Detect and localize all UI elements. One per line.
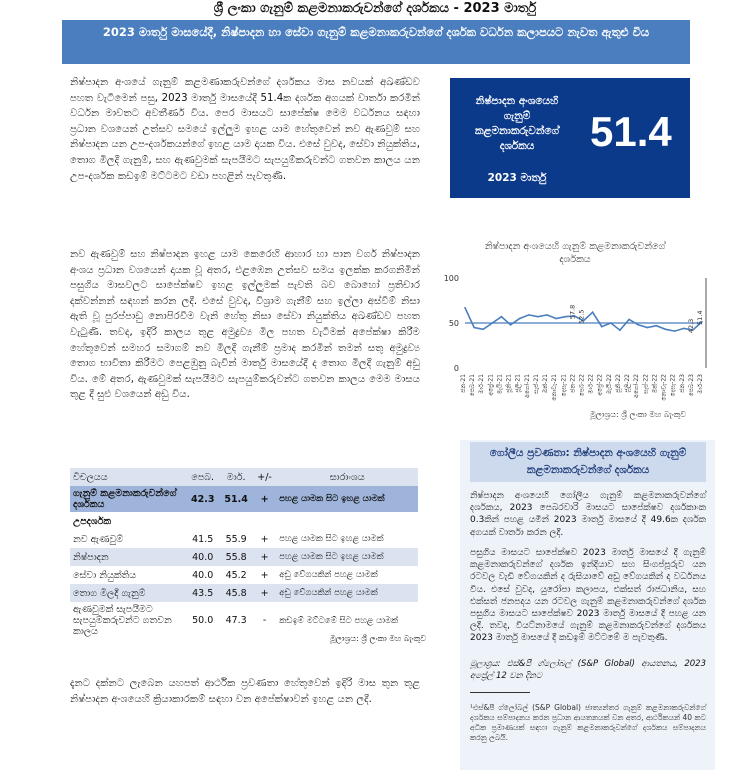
- data-point: [665, 329, 667, 331]
- row-name: නව ඇණවුම්: [73, 533, 124, 545]
- x-tick-label: අප්‍රේ-21: [487, 374, 495, 396]
- col-header-variable: විචලයය: [70, 468, 186, 486]
- x-tick-label: දෙසැ-21: [560, 374, 568, 397]
- data-point: [628, 319, 630, 321]
- col-header-feb: පෙබ.: [186, 468, 219, 486]
- data-point: [564, 316, 566, 318]
- x-tick-label: මාර්-21: [478, 374, 486, 394]
- row-feb: 43.5: [186, 584, 219, 602]
- row-summary: පහළ යාමක සිට ඉහළ යාමක්: [279, 534, 384, 544]
- intro-paragraph: නිෂ්පාදන අංශයේ ගැනුම් කළමණාකරුවන්ගේ දර්ශකය මාස නවයක් අඛණ්ඩව පහත වැටීමෙන් පසු, 2023 මාර්තු මාසයේදී 51.4ක දර්ශක අගයක් වාර්තා කරමින් වර්ධන මාවතට අවතීර්ණ විය. පෙර මාසයට සාපේක්ෂ මෙම වර්ධනය සඳහා ප්‍රධාන වශයෙන් උත්සව සමයේ ඉල්ලුම ඉහළ යාම හේතුවෙන් නව ඇණවුම් සහ නිෂ්පාදන යන උප-දර්ශකයන්ගේ ඉහළ යාම දායක විය. එසේ වුවද, සේවා නියුක්තිය, තොග මිලදී ගැනුම්, සහ ඇණවුමක් සැපයීමට සැපයුම්කරුවන්ට ගතවන කාලය යන උප-දර්ශක කඩඉම් මට්ටමට වඩා පහළින් පැවතුණි.: [70, 77, 420, 182]
- table-row: [70, 548, 418, 566]
- row-change: +: [253, 548, 276, 566]
- box-footnote: ¹එස්&පී ග්ලෝබල් (S&P Global) ජාත්‍යන්තර ගැනුම් කළමනාකරුවන්ගේ දර්ශකය සම්පාදනය කරන ප්‍රධාන ආයතනයක් වන අතර, ආර්ථිකයන් 40 කට අධික ප්‍රමාණයක් සඳහා ගැනුම් කළමනාකරුවන්ගේ දර්ශකය සම්පාදනය කරනු ලබයි.: [470, 703, 706, 742]
- data-label: 52.5: [577, 309, 586, 324]
- data-point: [647, 327, 649, 329]
- x-tick-label: ජූලි-22: [624, 374, 632, 393]
- pmi-table: [70, 468, 418, 639]
- x-tick-label: ඔක්-21: [542, 374, 550, 394]
- x-tick-label: සැප්-21: [532, 374, 540, 394]
- data-point: [656, 325, 658, 327]
- data-label: 51.4: [696, 310, 704, 325]
- x-tick-label: මැයි-22: [605, 374, 613, 395]
- x-tick-label: අගෝ-21: [523, 374, 531, 398]
- data-point: [464, 307, 466, 309]
- row-mar: 55.8: [219, 548, 252, 566]
- data-point: [546, 314, 548, 316]
- table-header-row: [70, 468, 418, 486]
- data-point: [674, 330, 676, 332]
- chart-source: මූලාශ්‍රය: ශ්‍රී ලංකා මහ බැංකුව: [590, 410, 687, 419]
- x-tick-label: නොවැ-21: [551, 374, 559, 401]
- row-name: නිෂ්පාදන: [70, 548, 186, 566]
- row-change: +: [260, 533, 269, 545]
- row-change: +: [253, 486, 276, 512]
- x-tick-label: ජූනි-22: [614, 374, 622, 393]
- row-mar: 55.9: [225, 533, 247, 545]
- data-point: [592, 311, 594, 313]
- row-name: ඇණවුමක් සැපයීමට සැපයුම්කරුවන්ට ගතවන කාලය: [73, 604, 172, 637]
- kpi-date: 2023 මාර්තු: [487, 172, 547, 184]
- row-name: උපදර්ශක: [73, 515, 112, 527]
- data-point: [473, 327, 475, 329]
- x-tick-label: ජන-21: [460, 374, 467, 393]
- data-label: 57.8: [568, 304, 577, 320]
- y-tick-label: 50: [448, 319, 459, 328]
- kpi-value: 51.4: [590, 108, 672, 155]
- row-mar: 51.4: [219, 486, 252, 512]
- data-point: [637, 324, 639, 326]
- data-point: [537, 316, 539, 318]
- row-feb: 41.5: [192, 533, 214, 545]
- x-tick-label: ජූනි-21: [505, 374, 513, 393]
- x-tick-label: මාර්-23: [697, 374, 704, 394]
- x-tick-label: ජන-23: [678, 374, 686, 393]
- row-change: [253, 512, 276, 530]
- table-row: [70, 566, 418, 584]
- col-header-change: +/-: [253, 468, 276, 486]
- box-paragraph-2: පසුගිය මාසයට සාපේක්ෂව 2023 මාර්තු මාසයේ දී ගැනුම් කළමනාකරුවන්ගේ දර්ශක ඉන්දියාව සහ සිංගප්පූරුව යන රටවල වැඩි වේගයකින් ද රුසියාවේ අඩු වේගයකින් ද වර්ධනය විය. එසේ වුවද, යුරෝපා කලාපය, එක්සත් රාජධානිය, සහ එක්සත් ජනපදය යන රටවල ගැනුම් කළමනාකරුවන්ගේ දර්ශක පසුගිය මාසයට සාපේක්ෂව 2023 මාර්තු මාසයේ දී පහළ යන ලදී. තවද, වියට්නාමයේ ගැනුම් කළමනාකරුවන්ගේ දර්ශකය 2023 මාර්තු මාසයේ දී කඩඉම් මට්ටමේ ම පැවතුණි.: [470, 548, 706, 644]
- row-feb: [186, 512, 219, 530]
- x-tick-label: පෙබ-21: [469, 374, 477, 397]
- data-point: [492, 322, 494, 324]
- box-heading: ගෝලීය ප්‍රවණතා: නිෂ්පාදන අංශයෙහි ගැනුම් කළමනාකරුවන්ගේ දර්ශකය: [470, 442, 706, 482]
- pmi-line-chart: [440, 268, 710, 408]
- table-row: [70, 486, 418, 512]
- x-tick-label: ජූලි-21: [514, 374, 522, 393]
- x-tick-label: ඔක්-22: [651, 374, 659, 394]
- x-tick-label: ජන-22: [569, 374, 577, 393]
- data-point: [555, 318, 557, 320]
- data-point: [619, 329, 621, 331]
- data-label: 42.3: [686, 318, 695, 334]
- row-feb: 50.0: [192, 615, 214, 626]
- row-change: -: [262, 615, 267, 626]
- data-point: [683, 328, 685, 330]
- row-mar: [219, 512, 252, 530]
- row-summary: අඩු වේගයකින් පහළ යාමක්: [279, 570, 378, 580]
- row-feb: 40.0: [186, 548, 219, 566]
- headline-banner: 2023 මාර්තු මාසයේදී, නිෂ්පාදන හා සේවා ගැනුම් කළමනාකරුවන්ගේ දර්ශක වර්ධන කලාපයට නැවත ඇතුළු විය: [62, 20, 690, 64]
- kpi-card: [450, 78, 690, 198]
- table-row: [70, 530, 418, 548]
- col-header-summary: සාරාංශය: [276, 468, 418, 486]
- row-summary: [276, 512, 418, 530]
- x-tick-label: අප්‍රේ-22: [596, 374, 604, 396]
- y-tick-label: 0: [453, 364, 459, 373]
- col-header-mar: මාර්.: [219, 468, 252, 486]
- data-point: [501, 316, 503, 318]
- data-point: [528, 314, 530, 316]
- row-summary: පහළ යාමක සිට ඉහළ යාමක්: [276, 548, 418, 566]
- data-point: [601, 326, 603, 328]
- x-tick-label: නොවැ-22: [660, 374, 668, 401]
- row-change: +: [253, 584, 276, 602]
- x-tick-label: මාර්-22: [587, 374, 595, 394]
- row-name: තොග මිලදී ගැනුම්: [70, 584, 186, 602]
- x-tick-label: සැප්-22: [642, 374, 650, 394]
- row-feb: 42.3: [186, 486, 219, 512]
- box-paragraph-1: නිෂ්පාදන අංශයෙහි ගෝලීය ගැනුම් කළමනාකරුවන්ගේ දර්ශකය, 2023 පෙබරවාරි මාසයට සාපේක්ෂව දර්ශකාංක 0.3කින් පහළ යමින් 2023 මාර්තු මාසයේ දී 49.6ක දර්ශක අගයක් වාර්තා කරන ලදී.: [470, 491, 706, 538]
- box-source: මූලාශ්‍රය: එස්&පී ග්ලෝබල් (S&P Global) ආයතනය, 2023 අප්‍රේල් 12 වන දිනට: [470, 659, 706, 681]
- row-name: ගැනුම් කළමනාකරුවන්ගේ දර්ශකය: [70, 486, 186, 512]
- page-title: ශ්‍රී ලංකා ගැනුම් කළමනාකරුවන්ගේ දර්ශකය - 2023 මාර්තු: [213, 1, 537, 16]
- chart-title: නිෂ්පාදන අංශයෙහි ගැනුම් කළමනාකරුවන්ගේ දර්ශකය: [484, 241, 666, 265]
- data-point: [519, 318, 521, 320]
- footnote-divider: [470, 692, 530, 693]
- y-tick-label: 100: [443, 274, 459, 283]
- data-point: [482, 329, 484, 331]
- outlook-paragraph: දැනට දක්නට ලැබෙන යහපත් ආර්ථික ප්‍රවණතා හේතුවෙන් ඉදිරි මාස තුන තුළ නිෂ්පාදන අංශයෙහි ක්‍රියාකාරකම් සඳහා වන අපේක්ෂාවන් ඉහළ යන ලදී.: [70, 678, 420, 705]
- table-source: මූලාශ්‍රය: ශ්‍රී ලංකා මහ බැංකුව: [330, 634, 427, 643]
- row-feb: 40.0: [192, 569, 214, 581]
- x-tick-label: මැයි-21: [496, 374, 504, 395]
- x-tick-label: අගෝ-22: [633, 374, 641, 398]
- row-summary: පහළ යාමක සිට ඉහළ යාමක්: [276, 486, 418, 512]
- data-point: [510, 324, 512, 326]
- data-point: [610, 322, 612, 324]
- row-change: +: [260, 569, 269, 581]
- row-name: සේවා නියුක්තිය: [73, 569, 137, 581]
- row-mar: 45.2: [225, 569, 247, 581]
- row-summary: අඩු වේගයකින් පහළ යාමක්: [276, 584, 418, 602]
- table-row: [70, 584, 418, 602]
- x-tick-label: දෙසැ-22: [669, 374, 677, 397]
- table-row: [70, 512, 418, 530]
- detail-paragraph: නව ඇණවුම් සහ නිෂ්පාදන ඉහළ යාම කෙරෙහි ආහාර හා පාන වර්ග නිෂ්පාදන අංශය ප්‍රධාන වශයෙන් දායක වූ අතර, එළඹෙන උත්සව සමය ඉලක්ක කරගනිමින් පසුගිය මාසවලට සාපේක්ෂව ඉහළ ඉල්ලුමක් පැවති බව බොහෝ ප්‍රතිචාර දක්වන්නන් සඳහන් කරන ලදී. එසේ වුවද, විශ්‍රාම ගැනීම් සහ ඉල්ලා අස්වීම් නිසා ඇති වූ පුරප්පාඩු නොපිරවීම වැනි හේතු නිසා සේවා නියුක්තිය අඛණ්ඩව පහත වැටුණි. තවද, ඉදිරි කාලය තුළ අමුද්‍රව්‍ය මිල පහත වැටීමක් අපේක්ෂා කිරීම හේතුවෙන් සමහර සමාගම් නව මිලදී ගැනීම් ප්‍රමාද කරමින් තමන් සතු අමුද්‍රව්‍ය තොග භාවිතා කිරීමට පෙළඹුනු බැවින් මාර්තු මාසයේදී ද තොග මිලදී ගැනුම් අඩු විය. මේ අතර, ඇණවුමක් සැපයීමට සැපයුම්කරුවන්ට ගතවන කාලය මෙම මාසය තුළ දී සුළු වශයෙන් අඩු විය.: [70, 249, 420, 401]
- row-mar: 47.3: [225, 615, 247, 626]
- x-tick-label: පෙබ-22: [578, 374, 586, 397]
- kpi-label: නිෂ්පාදන අංශයෙහි ගැනුම් කළමනාකරුවන්ගේ දර්ශකය: [474, 95, 560, 152]
- x-tick-label: පෙබ-23: [687, 374, 695, 397]
- row-summary: කඩඉම් මට්ටමේ සිට පහළ යාමක්: [279, 615, 399, 626]
- row-mar: 45.8: [219, 584, 252, 602]
